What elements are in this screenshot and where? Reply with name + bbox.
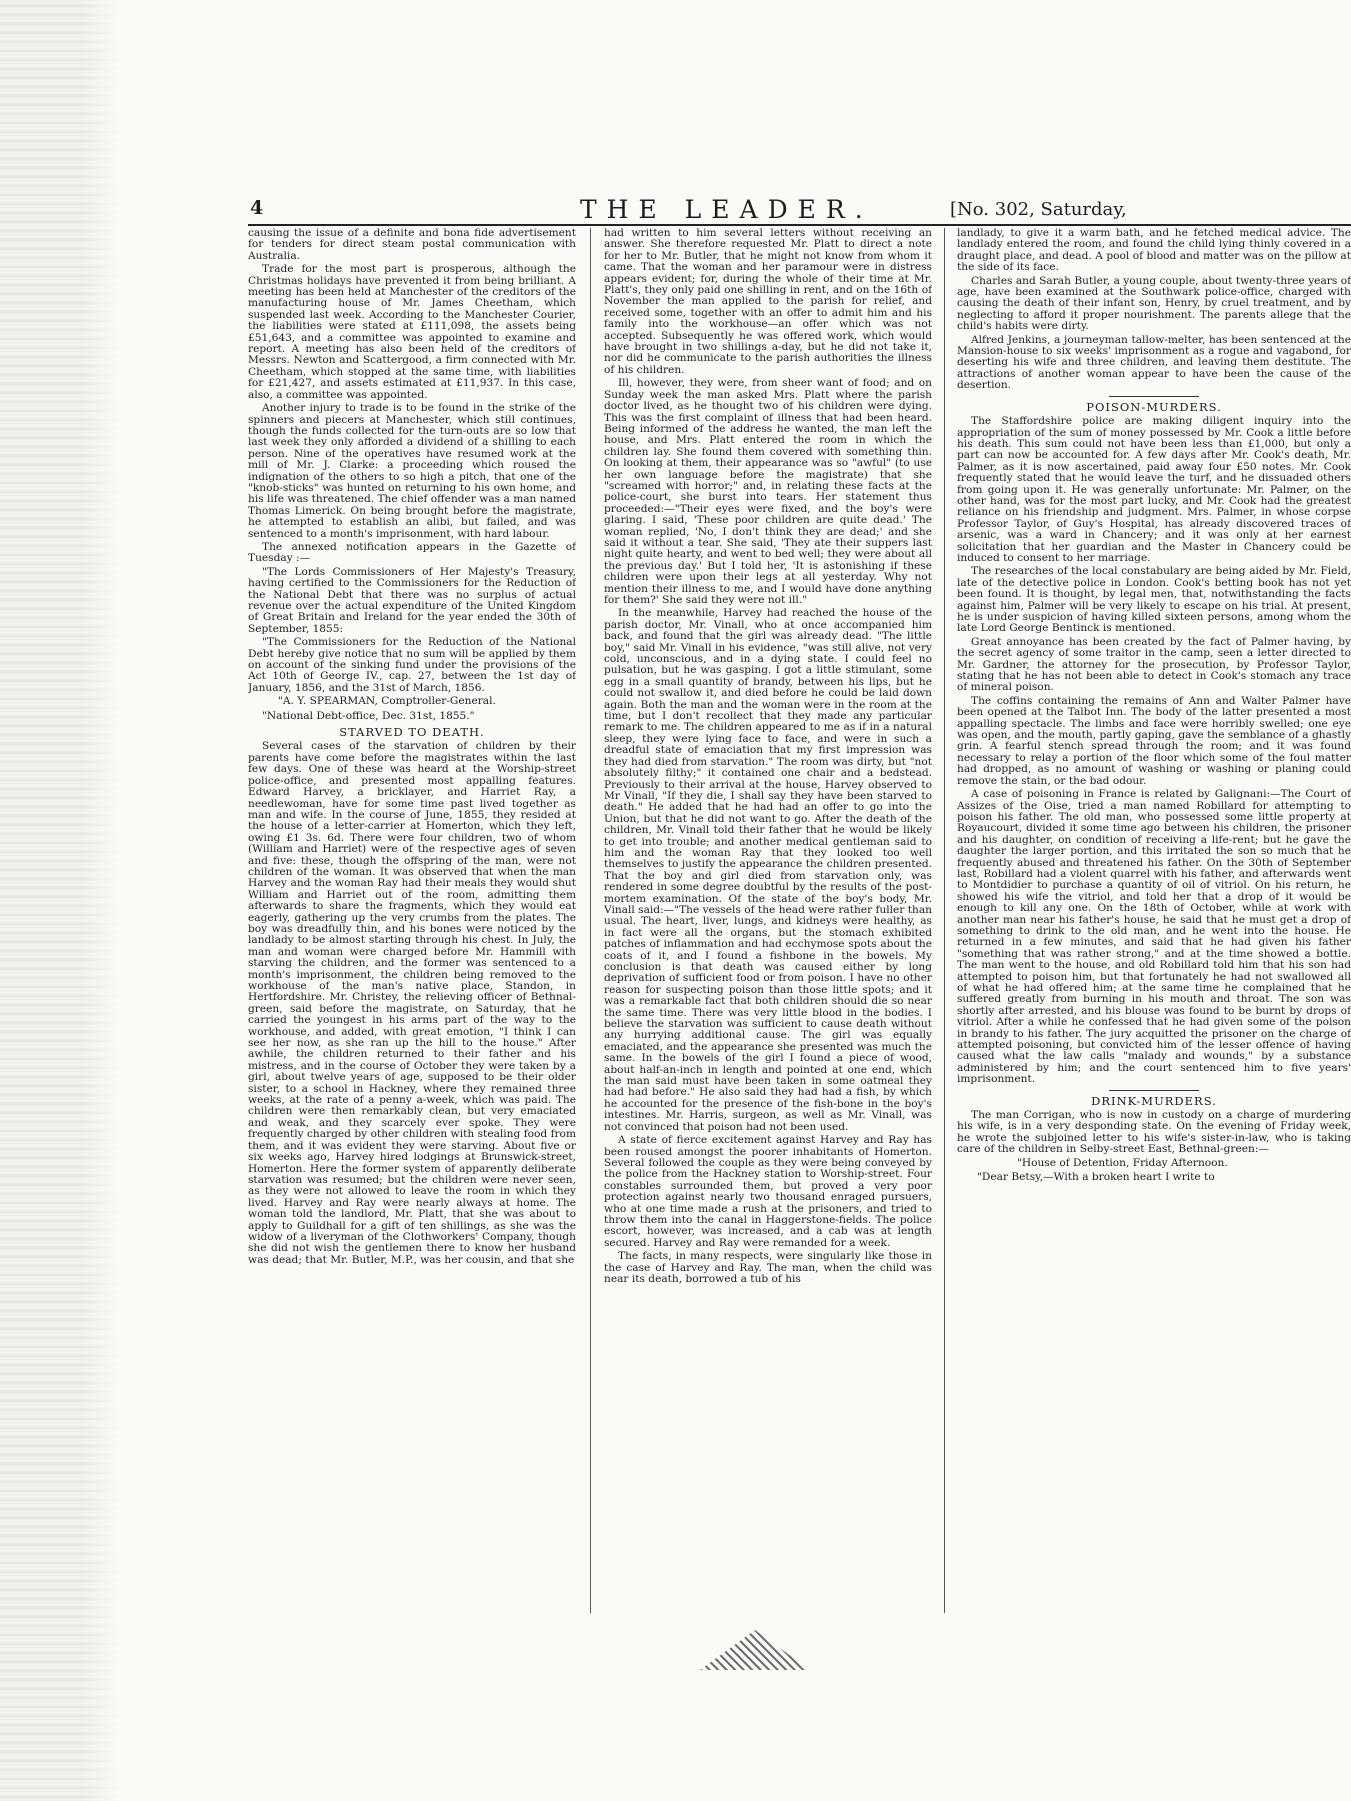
column-divider: [590, 228, 591, 1613]
paragraph: The man Corrigan, who is now in custody on a charge of murdering his wife, is in a very desponding state. On the evening of Friday week, he wrote the subjoined letter to his wife's sister-in-law, who is taking care of the children in Selby-street East, Bethnal-green:—: [957, 1109, 1351, 1156]
paragraph: The coffins containing the remains of Ann and Walter Palmer have been opened at the Talbot Inn. The body of the latter presented a most appalling spectacle. The limbs and face were horribly swelled; one eye was open, and the mouth, partly gaping, gave the semblance of a ghastly grin. A fearful stench spread through the room; and it was found necessary to relay a portion of the floor which some of the foul matter had dropped, as no amount of washing or washing or planing could remove the stain, or the bad odour.: [957, 694, 1351, 787]
page-binding-margin: [0, 0, 120, 1801]
paragraph: A state of fierce excitement against Harvey and Ray has been roused amongst the poorer inhabitants of Homerton. Several followed the couple as they were being conveyed by the police from the Hackney station to Worship-street. Four constables surrounded them, but proved a very poor protection against nearly two thousand enraged pursuers, who at one time made a rush at the prisoners, and tried to throw them into the canal in Haggerstone-fields. The police escort, however, was increased, and a cab was at length secured. Harvey and Ray were remanded for a week.: [604, 1134, 932, 1249]
paragraph: Great annoyance has been created by the fact of Palmer having, by the secret agency of some traitor in the camp, seen a letter directed to Mr. Gardner, the attorney for the prosecution, by Professor Taylor, stating that he has not been able to detect in Cook's stomach any trace of mineral poison.: [957, 635, 1351, 694]
paragraph: Another injury to trade is to be found in the strike of the spinners and piecers at Manchester, which still continues, though the funds collected for the turn-outs are so low that last week they only afforded a dividend of a shilling to each person. Nine of the operatives have resumed work at the mill of Mr. J. Clarke: a proceeding which roused the indignation of the others to so high a pitch, that one of the "knob-sticks" was hunted on returning to his own home, and his life was threatened. The chief offender was a man named Thomas Limerick. On being brought before the magistrate, he attempted to establish an alibi, but failed, and was sentenced to a month's imprisonment, with hard labour.: [248, 402, 576, 540]
column-3: [957, 228, 1351, 1613]
paragraph: Charles and Sarah Butler, a young couple, about twenty-three years of age, have been examined at the Southwark police-office, charged with causing the death of their infant son, Henry, by cruel treatment, and by neglecting to afford it proper nourishment. The parents allege that the child's habits were dirty.: [957, 274, 1351, 333]
paragraph: Several cases of the starvation of children by their parents have come before the magistrates within the last few days. One of these was heard at the Worship-street police-office, and presented most appalling features. Edward Harvey, a bricklayer, and Harriet Ray, a needlewoman, have for some time past lived together as man and wife. In the course of June, 1855, they resided at the house of a letter-carrier at Homerton, which they left, owing £1 3s. 6d. There were four children, two of whom (William and Harriet) were of the respective ages of seven and five: these, though the offspring of the man, were not children of the woman. It was observed that when the man Harvey and the woman Ray had their meals they would shut William and Harriet out of the room, admitting them afterwards to share the fragments, which they would eat eagerly, gathering up the very crumbs from the plates. The boy was dreadfully thin, and his bones were noticed by the landlady to be almost starting through his chest. In July, the man and woman were charged before Mr. Hammill with starving the children, and the former was sentenced to a month's imprisonment, the children being removed to the workhouse of the man's native place, Standon, in Hertfordshire. Mr. Christey, the relieving officer of Bethnal-green, said before the magistrate, on Saturday, that he carried the youngest in his arms part of the way to the workhouse, and added, with great emotion, "I think I can see her now, as she ran up the hill to the house." After awhile, the children returned to their father and his mistress, and in the course of October they were taken by a girl, about twelve years of age, supposed to be their older sister, to a school in Hackney, where they remained three weeks, at the rate of a penny a-week, which was paid. The children were then remarkably clean, but very emaciated and weak, and they scarcely ever spoke. They were frequently charged by other children with stealing food from them, and it was evident they were starving. About five or six weeks ago, Harvey hired lodgings at Brunswick-street, Homerton. Here the former system of apparently deliberate starvation was resumed; but the children were never seen, as they were not allowed to leave the room in which they lived. Harvey and Ray were nearly always at home. The woman told the landlord, Mr. Platt, that she was about to apply to Guildhall for a gift of ten shillings, as she was the widow of a liveryman of the Clothworkers' Company, though she did not wish the gentlemen there to know her husband was dead; that Mr. Butler, M.P., was her cousin, and that she: [248, 740, 576, 1266]
masthead: [250, 197, 1351, 223]
section-heading: DRINK-MURDERS.: [1091, 1093, 1217, 1108]
paragraph: had written to him several letters without receiving an answer. She therefore requested Mr. Platt to direct a note for her to Mr. Butler, that he might not know from whom it came. That the woman and her paramour were in distress appears evident; for, during the whole of their time at Mr. Platt's, they only paid one shilling in rent, and on the 16th of November the man applied to the parish for relief, and received some, together with an offer to admit him and his family into the workhouse—an offer which was not accepted. Subsequently he was offered work, which would have brought in two shillings a-day, but he did not take it, nor did he communicate to the parish authorities the illness of his children.: [604, 228, 932, 376]
issue-label: [No. 302, Saturday,: [950, 199, 1127, 220]
column-divider: [944, 228, 945, 1613]
paragraph: landlady, to give it a warm bath, and he fetched medical advice. The landlady entered the room, and found the child lying thinly covered in a draught place, and dead. A pool of blood and matter was on the pillow at the side of its face.: [957, 228, 1351, 274]
paragraph: The researches of the local constabulary are being aided by Mr. Field, late of the detective police in London. Cook's betting book has not yet been found. It is thought, by legal men, that, notwithstanding the facts against him, Palmer will be very likely to escape on his trial. At present, he is under suspicion of having killed sixteen persons, among whom the late Lord George Bentinck is mentioned.: [957, 565, 1351, 635]
section-heading: POISON-MURDERS.: [1086, 399, 1222, 414]
newspaper-title: THE LEADER.: [580, 195, 873, 224]
column-2: [604, 228, 932, 1613]
section-heading: STARVED TO DEATH.: [339, 725, 485, 740]
header-rule: [248, 224, 1351, 226]
signature-line: "National Debt-office, Dec. 31st, 1855.": [262, 709, 475, 722]
paragraph: A case of poisoning in France is related by Galignani:—The Court of Assizes of the Oise, tried a man named Robillard for attempting to poison his father. The old man, who possessed some little property at Royaucourt, divided it some time ago between his children, the prisoner and his daughter, on condition of receiving a life-rent; but he gave the daughter the larger portion, and this irritated the son so much that he frequently abused and threatened his father. On the 30th of September last, Robillard had a violent quarrel with his father, and afterwards went to Montdidier to purchase a quantity of oil of vitriol. On his return, he showed his wife the vitriol, and told her that a drop of it would be enough to kill any one. On the 18th of October, while at work with another man near his father's house, he said that he must get a drop of something to drink to the old man, and he went into the house. He returned in a few minutes, and said that he had given his father "something that was rather strong," and at the time showed a bottle. The man went to the house, and old Robillard told him that his son had attempted to poison him, but that fortunately he had not swallowed all of what he had offered him; at the same time he complained that he suffered greatly from burning in his mouth and throat. The son was shortly after arrested, and his blouse was found to be burnt by drops of vitriol. After a while he confessed that he had given some of the poison in brandy to his father. The jury acquitted the prisoner on the charge of attempted poisoning, but convicted him of the lesser offence of having caused what the law calls "malady and wounds," by a substance administered by him; and the court sentenced him to five years' imprisonment.: [957, 788, 1351, 1086]
paragraph: In the meanwhile, Harvey had reached the house of the parish doctor, Mr. Vinall, who at once accompanied him back, and found that the girl was already dead. "The little boy," said Mr. Vinall in his evidence, "was still alive, not very cold, unconscious, and in a dying state. I could feel no pulsation, but he was gasping. I got a little stimulant, some egg in a small quantity of brandy, between his lips, but he could not swallow it, and died before he could be laid down again. Both the man and the woman were in the room at the time, but I don't recollect that they made any particular remark to me. The children appeared to me as if in a natural sleep, they were lying face to face, and were in such a dreadful state of emaciation that my first impression was they had died from starvation." The room was dirty, but "not absolutely filthy;" it contained one chair and a bedstead. Previously to their arrival at the house, Harvey observed to Mr Vinall, "If they die, I shall say they have been starved to death." He added that he had had an offer to go into the Union, but that he did not want to go. After the death of the children, Mr. Vinall told their father that he would be likely to get into trouble; and another medical gentleman said to him and the woman Ray that they looked too well themselves to justify the appearance the children presented. That the boy and girl died from starvation only, was rendered in some degree doubtful by the results of the post-mortem examination. Of the state of the boy's body, Mr. Vinall said:—"The vessels of the head were rather fuller than usual. The heart, liver, lungs, and kidneys were healthy, as in fact were all the organs, but the stomach exhibited patches of inflammation and had ecchymose spots about the coats of it, and I found a fishbone in the bowels. My conclusion is that death was caused either by long deprivation of sufficient food or from poison. I have no other reason for suspecting poison than those little spots; and it was a remarkable fact that both children should die so near the same time. There was very little blood in the bodies. I believe the starvation was sufficient to cause death without any hurrying additional cause. The girl was equally emaciated, and the appearance she presented was much the same. In the bowels of the girl I found a piece of wood, about half-an-inch in length and pointed at one end, which the man said must have been taken in some oatmeal they had had before." He also said they had had a fish, by which he accounted for the presence of the fish-bone in the boy's intestines. Mr. Harris, surgeon, as well as Mr. Vinall, was not convinced that poison had not been used.: [604, 607, 932, 1133]
paragraph: Ill, however, they were, from sheer want of food; and on Sunday week the man asked Mrs. Platt where the parish doctor lived, as he thought two of his children were dying. This was the first complaint of illness that had been heard. Being informed of the address he wanted, the man left the house, and Mrs. Platt entered the room in which the children lay. She found them covered with something thin. On looking at them, their appearance was so "awful" (to use her own language before the magistrate) that she "screamed with horror;" and, in relating these facts at the police-court, she burst into tears. Her statement thus proceeded:—"Their eyes were fixed, and the boy's were glaring. I said, 'These poor children are quite dead.' The woman replied, 'No, I don't think they are dead;' and she said it without a tear. She said, 'They ate their suppers last night quite hearty, and went to bed well; they were about all the previous day.' But I told her, 'It is astonishing if these children were upon their legs at all yesterday. Why not mention their illness to me, and I would have done anything for them?' She said they were not ill.": [604, 377, 932, 606]
paragraph: causing the issue of a definite and bona fide advertisement for tenders for direct steam postal communication with Australia.: [248, 228, 576, 262]
column-1: [248, 228, 576, 1613]
section-rule: [1109, 1090, 1199, 1091]
paragraph: The Staffordshire police are making diligent inquiry into the appropriation of the sum of money possessed by Mr. Cook a little before his death. This sum could not have been less than £1,000, but only a part can now be accounted for. A few days after Mr. Cook's death, Mr. Palmer, as it is now ascertained, paid away four £50 notes. Mr. Cook frequently stated that he would leave the turf, and he dissuaded others from going upon it. He was generally unfortunate: Mr. Palmer, on the other hand, was for the most part lucky, and Mr. Cook had the greatest reliance on his friendship and judgment. Mrs. Palmer, in whose corpse Professor Taylor, of Guy's Hospital, has already discovered traces of arsenic, was a ward in Chancery; and it was only at her earnest solicitation that her guardian and the Master in Chancery could be induced to consent to her marriage.: [957, 415, 1351, 564]
signature-line: "A. Y. SPEARMAN, Comptroller-General.: [278, 695, 496, 708]
page-number: 4: [250, 197, 264, 219]
paragraph: The annexed notification appears in the Gazette of Tuesday :—: [248, 540, 576, 565]
paragraph: Alfred Jenkins, a journeyman tallow-melter, has been sentenced at the Mansion-house to six weeks' imprisonment as a rogue and vagabond, for deserting his wife and three children, and leaving them destitute. The attractions of another woman appear to have been the cause of the desertion.: [957, 333, 1351, 392]
paragraph: "The Lords Commissioners of Her Majesty's Treasury, having certified to the Commissioners for the Reduction of the National Debt that there was no surplus of actual revenue over the actual expenditure of the United Kingdom of Great Britain and Ireland for the year ended the 30th of September, 1855:: [248, 565, 576, 635]
print-smudge: [700, 1630, 810, 1670]
signature-line: "Dear Betsy,—With a broken heart I write to: [977, 1171, 1215, 1184]
signature-line: "House of Detention, Friday Afternoon.: [1017, 1156, 1228, 1169]
paragraph: Trade for the most part is prosperous, although the Christmas holidays have prevented it from being brilliant. A meeting has been held at Manchester of the creditors of the manufacturing house of Mr. James Cheetham, which suspended last week. According to the Manchester Courier, the liabilities were stated at £111,098, the assets being £51,643, and a committee was appointed to examine and report. A meeting has also been held of the creditors of Messrs. Newton and Scattergood, a firm connected with Mr. Cheetham, which stopped at the same time, with liabilities for £21,427, and assets estimated at £11,937. In this case, also, a committee was appointed.: [248, 263, 576, 401]
section-rule: [1109, 396, 1199, 397]
paragraph: The facts, in many respects, were singularly like those in the case of Harvey and Ray. The man, when the child was near its death, borrowed a tub of his: [604, 1250, 932, 1285]
paragraph: "The Commissioners for the Reduction of the National Debt hereby give notice that no sum will be applied by them on account of the sinking fund under the provisions of the Act 10th of George IV., cap. 27, between the 1st day of January, 1856, and the 31st of March, 1856.: [248, 636, 576, 694]
